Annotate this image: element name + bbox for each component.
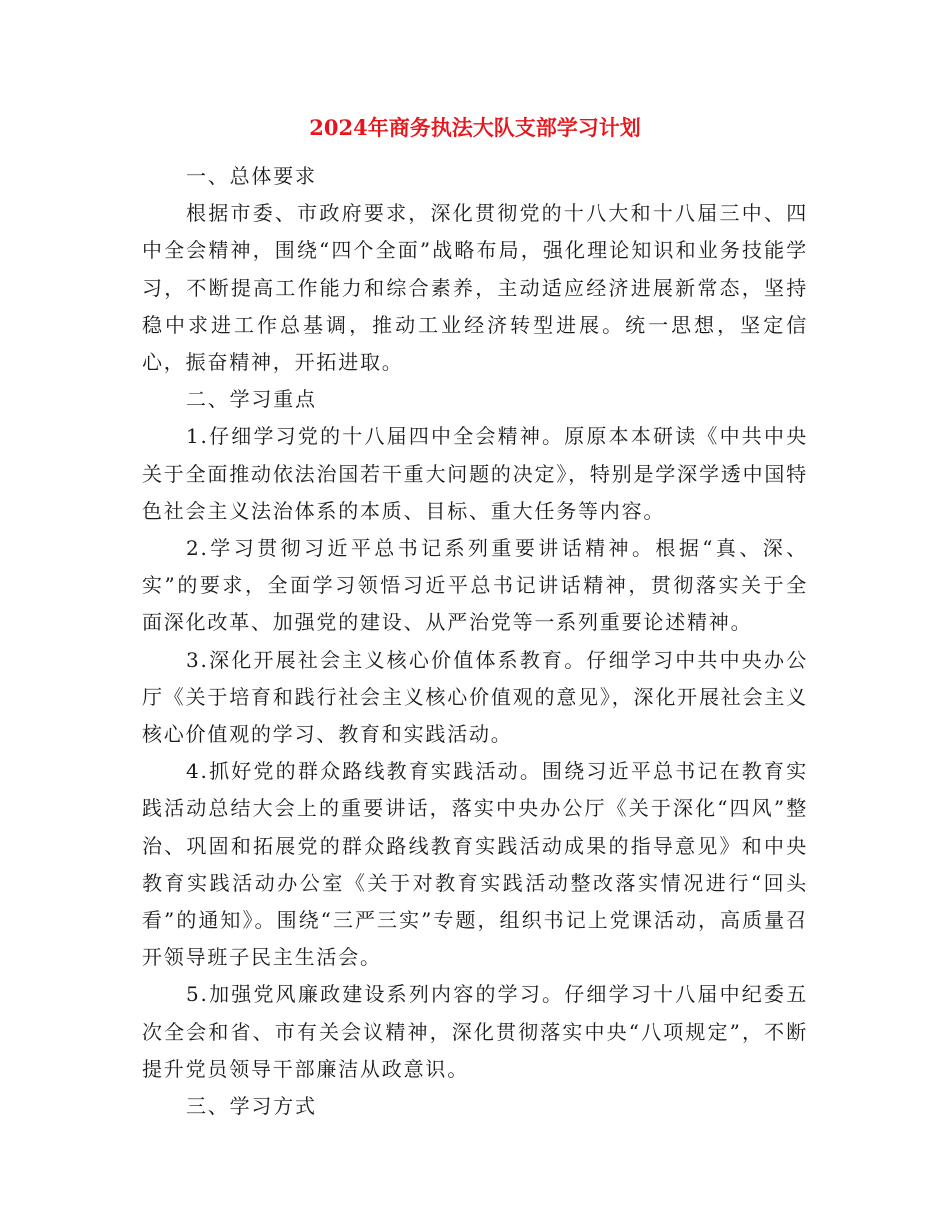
paragraph-requirements: 根据市委、市政府要求，深化贯彻党的十八大和十八届三中、四中全会精神，围绕“四个全面”战略布局，强化理论知识和业务技能学习，不断提高工作能力和综合素养，主动适应经济进展新常态，坚持稳中求进工作总基调，推动工业经济转型进展。统一思想，坚定信心，振奋精神，开拓进取。 xyxy=(142,201,808,375)
focus-item-2: 2.学习贯彻习近平总书记系列重要讲话精神。根据“真、深、实”的要求，全面学习领悟习近平总书记讲话精神，贯彻落实关于全面深化改革、加强党的建设、从严治党等一系列重要论述精神。 xyxy=(142,536,808,635)
focus-item-3: 3.深化开展社会主义核心价值体系教育。仔细学习中共中央办公厅《关于培育和践行社会主义核心价值观的意见》，深化开展社会主义核心价值观的学习、教育和实践活动。 xyxy=(142,647,808,747)
document-body xyxy=(142,158,808,1125)
focus-item-1: 1.仔细学习党的十八届四中全会精神。原原本本研读《中共中央关于全面推动依法治国若干重大问题的决定》，特别是学深学透中国特色社会主义法治体系的本质、目标、重大任务等内容。 xyxy=(142,424,808,523)
section-heading-focus: 二、学习重点 xyxy=(186,387,317,412)
focus-item-5: 5.加强党风廉政建设系列内容的学习。仔细学习十八届中纪委五次全会和省、市有关会议精神，深化贯彻落实中央“八项规定”，不断提升党员领导干部廉洁从政意识。 xyxy=(142,982,808,1081)
section-heading-requirements: 一、总体要求 xyxy=(186,164,317,188)
focus-item-4: 4.抓好党的群众路线教育实践活动。围绕习近平总书记在教育实践活动总结大会上的重要讲话，落实中央办公厅《关于深化“四风”整治、巩固和拓展党的群众路线教育实践活动成果的指导意见》和中央教育实践活动办公室《关于对教育实践活动整改落实情况进行“回头看”的通知》。围绕“三严三实”专题，组织书记上党课活动，高质量召开领导班子民主生活会。 xyxy=(142,759,808,970)
document-title: 2024年商务执法大队支部学习计划 xyxy=(309,115,641,140)
section-heading-methods: 三、学习方式 xyxy=(186,1094,317,1119)
